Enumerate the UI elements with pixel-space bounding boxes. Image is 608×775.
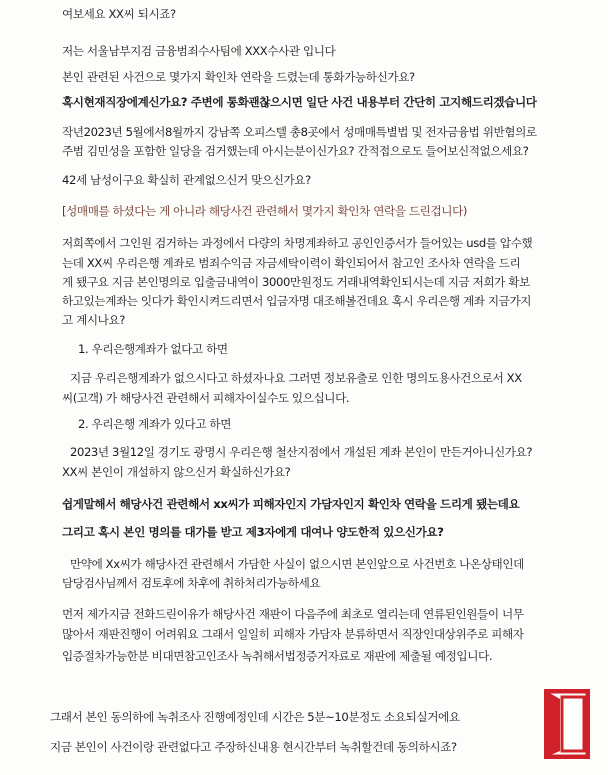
doc-line-19: XX씨 본인이 개설하지 않으신거 확실하신가요? (62, 465, 291, 479)
doc-line-2: 저는 서울남부지검 금융범죄수사팀에 XXX수사관 입니다 (62, 44, 336, 58)
doc-line-13: 고 계시나요? (62, 313, 126, 327)
doc-line-28: 지금 본인이 사건이랑 관련없다고 주장하신내용 현시간부터 녹취할건데 동의하시죠? (50, 740, 457, 754)
doc-line-1: 여보세요 XX씨 되시죠? (62, 7, 176, 21)
doc-line-16: 씨(고객) 가 해당사건 관련해서 피해자이실수도 있으십니다. (62, 391, 350, 405)
doc-line-18: 2023년 3월12일 경기도 광명시 우리은행 철산지점에서 개설된 계좌 본인이 만든거아니신가요? (70, 445, 533, 459)
doc-line-21: 그리고 혹시 본인 명의를 대가를 받고 제3자에게 대여나 양도한적 있으신가요? (62, 525, 444, 539)
doc-line-7: 42세 남성이구요 확실히 관계없으신거 맞으신가요? (62, 173, 311, 187)
doc-line-22: 만약에 Xx씨가 해당사건 관련해서 가담한 사실이 없으시면 본인앞으로 사건번호 나온상태인데 (70, 557, 524, 571)
doc-line-25: 많아서 재판진행이 어려워요 그래서 일일히 피해자 가담자 분류하면서 직장인대상위주로 피해자 (62, 627, 524, 641)
doc-line-15: 지금 우리은행계좌가 없으시다고 하셨자나요 그러면 정보유출로 인한 명의도용사건으로서 XX (70, 371, 522, 385)
doc-line-11: 게 됐구요 지금 본인명의로 입출금내역이 3000만원정도 거래내역확인되시는데 지금 저희가 확보 (62, 275, 530, 289)
doc-line-3: 본인 관련된 사건으로 몇가지 확인차 연락을 드렸는데 통화가능하신가요? (62, 70, 415, 84)
doc-line-27: 그래서 본인 동의하에 녹취조사 진행예정인데 시간은 5분~10분정도 소요되실거에요 (50, 710, 460, 724)
doc-line-26: 입증절차가능한분 비대면참고인조사 녹취해서법정증거자료로 재판에 제출될 예정입니다. (62, 649, 493, 663)
doc-line-9: 저희쪽에서 그인원 검거하는 과정에서 다량의 차명계좌하고 공인인증서가 들어있는 usd를 압수했 (62, 236, 533, 250)
doc-line-14: 1. 우리은행계좌가 없다고 하면 (78, 342, 228, 356)
doc-line-20: 쉽게말해서 해당사건 관련해서 xx씨가 피해자인지 가담자인지 확인차 연락을 드리게 됐는데요 (62, 497, 520, 511)
doc-line-24: 먼저 제가지금 전화드린이유가 해당사건 재판이 다음주에 최초로 열리는데 연류된인원들이 너무 (62, 607, 524, 621)
doc-line-10: 는데 XX씨 우리은행 계좌로 범죄수익금 자금세탁이력이 확인되어서 참고인 조사차 연락을 드리 (62, 256, 521, 270)
doc-line-8: [성매매를 하셨다는 게 아니라 해당사건 관련해서 몇가지 확인차 연락을 드린겁니다) (62, 204, 468, 218)
red-bracket-logo-icon (544, 689, 590, 759)
doc-line-5: 작년2023년 5월에서8월까지 강남쪽 오피스텔 총8곳에서 성매매특별법 및 전자금융법 위반혐의로 (62, 125, 537, 139)
doc-line-23: 담당검사님께서 검토후에 차후에 취하처리가능하세요 (62, 576, 321, 590)
doc-line-12: 하고있는계좌는 잇다가 확인시켜드리면서 입금자명 대조해볼건데요 혹시 우리은행 계좌 지금가지 (62, 294, 532, 308)
doc-line-6: 주범 김민성을 포함한 일당을 검거했는데 아시는분이신가요? 간적접으로도 들어보신적없으세요? (62, 144, 529, 158)
doc-line-17: 2. 우리은행 계좌가 있다고 하면 (78, 417, 231, 431)
doc-line-4: 혹시현재직장에계신가요? 주변에 통화괜찮으시면 일단 사건 내용부터 간단히 고지해드리겠습니다 (62, 95, 537, 109)
